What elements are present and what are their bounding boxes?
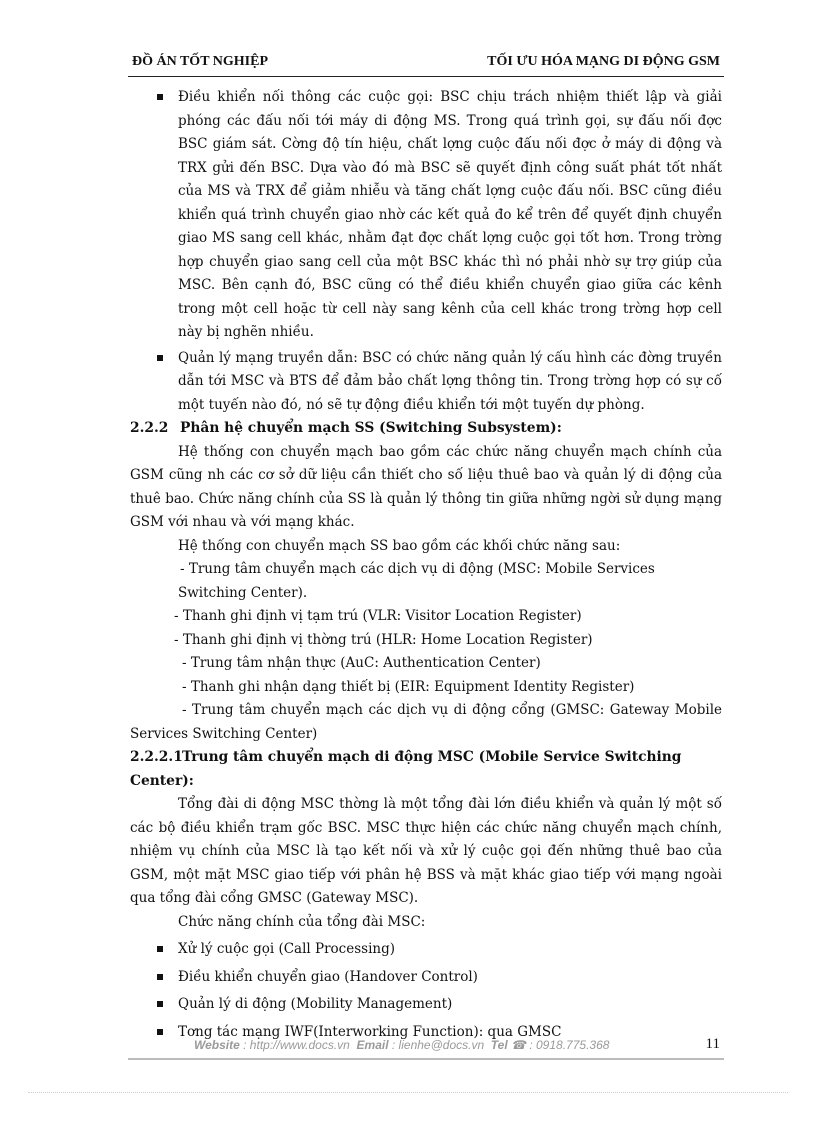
- bullet-square-icon: [157, 1029, 163, 1035]
- list-item: - Thanh ghi nhận dạng thiết bị (EIR: Equipment Identity Register): [182, 678, 635, 695]
- list-item-continuation: Switching Center).: [178, 584, 308, 601]
- function-text: Điều khiển chuyển giao (Handover Control): [178, 968, 478, 985]
- page-content: [130, 86, 722, 1044]
- function-text: Xử lý cuộc gọi (Call Processing): [178, 941, 396, 957]
- tel-number: : 0918.775.368: [529, 1038, 610, 1052]
- section-heading: [130, 417, 722, 441]
- paragraph: Hệ thống con chuyển mạch bao gồm các chức năng chuyển mạch chính của GSM cũng nh các cơ sở dữ liệu cần thiết cho số liệu thuê bao và quản lý di động của thuê bao. Chức năng chính của SS là quản lý thông tin giữa những ngời sử dụng mạng GSM với nhau và với mạng khác.: [130, 443, 722, 530]
- bullet-text: Điều khiển nối thông các cuộc gọi: BSC chịu trách nhiệm thiết lập và giải phóng các đấu nối tới máy di động MS. Trong quá trình gọi, sự đấu nối đợc BSC giám sát. Cờng độ tín hiệu, chất lợng cuộc đấu nối đợc ở máy di động và TRX gửi đến BSC. Dựa vào đó mà BSC sẽ quyết định công suất phát tốt nhất của MS và TRX để giảm nhiễu và tăng chất lợng cuộc đấu nối. BSC cũng điều khiển quá trình chuyển giao nhờ các kết quả đo kể trên để quyết định chuyển giao MS sang cell khác, nhằm đạt đợc chất lợng cuộc gọi tốt hơn. Trong trờng hợp chuyển giao sang cell của một BSC khác thì nó phải nhờ sự trợ giúp của MSC. Bên cạnh đó, BSC cũng có thể điều khiển chuyển giao giữa các kênh trong một cell hoặc từ cell này sang kênh của cell khác trong trờng hợp cell này bị nghẽn nhiều.: [178, 89, 722, 340]
- email-link[interactable]: : lienhe@docs.vn: [391, 1038, 485, 1052]
- bullet-text: Quản lý mạng truyền dẫn: BSC có chức năng quản lý cấu hình các đờng truyền dẫn tới MSC và BTS để đảm bảo chất lợng thông tin. Trong trờng hợp có sự cố một tuyến nào đó, nó sẽ tự động điều khiển tới một tuyến dự phòng.: [178, 349, 722, 413]
- function-text: Tơng tác mạng IWF(Interworking Function): qua GMSC: [178, 1023, 562, 1040]
- section-title: Phân hệ chuyển mạch SS (Switching Subsystem):: [180, 420, 562, 436]
- page-header: [128, 52, 724, 77]
- bullet-square-icon: [157, 1001, 163, 1007]
- list-item: - Thanh ghi định vị tạm trú (VLR: Visitor Location Register): [174, 608, 582, 624]
- tel-label: Tel: [490, 1038, 508, 1052]
- function-item: [130, 966, 722, 990]
- subsection-heading: [130, 746, 722, 793]
- bullet-square-icon: [157, 946, 163, 952]
- page-number: 11: [705, 1036, 720, 1052]
- list-item: - Thanh ghi định vị thờng trú (HLR: Home Location Register): [174, 631, 593, 648]
- header-left-title: ĐỒ ÁN TỐT NGHIỆP: [132, 54, 269, 69]
- list-item: - Trung tâm chuyển mạch các dịch vụ di động cổng (GMSC: Gateway Mobile Services Switching Center): [130, 702, 722, 742]
- bullet-square-icon: [157, 94, 163, 100]
- email-label: Email: [356, 1038, 389, 1052]
- paragraph-intro: Hệ thống con chuyển mạch SS bao gồm các khối chức năng sau:: [178, 537, 621, 554]
- subsection-number: 2.2.2.1: [130, 749, 183, 765]
- bullet-item: [130, 86, 722, 345]
- website-label: Website: [194, 1038, 240, 1052]
- footer-contact: [194, 1038, 609, 1052]
- subsection-title: Trung tâm chuyển mạch di động MSC (Mobile Service Switching Center):: [130, 749, 682, 789]
- function-text: Quản lý di động (Mobility Management): [178, 996, 453, 1012]
- paragraph-intro: Chức năng chính của tổng đài MSC:: [178, 913, 426, 930]
- function-item: [130, 938, 722, 962]
- phone-icon: ☎: [511, 1038, 526, 1052]
- bullet-square-icon: [157, 355, 163, 361]
- website-link[interactable]: : http://www.docs.vn: [243, 1038, 350, 1052]
- bullet-item: [130, 347, 722, 418]
- paragraph: Tổng đài di động MSC thờng là một tổng đài lớn điều khiển và quản lý một số các bộ điều khiển trạm gốc BSC. MSC thực hiện các chức năng chuyển mạch chính, nhiệm vụ chính của MSC là tạo kết nối và xử lý cuộc gọi đến những thuê bao của GSM, một mặt MSC giao tiếp với phân hệ BSS và mặt khác giao tiếp với mạng ngoài qua tổng đài cổng GMSC (Gateway MSC).: [130, 796, 722, 906]
- list-item: - Trung tâm nhận thực (AuC: Authentication Center): [182, 655, 541, 671]
- list-item: - Trung tâm chuyển mạch các dịch vụ di động (MSC: Mobile Services: [180, 561, 655, 577]
- page-break-divider: [28, 1092, 788, 1093]
- function-item: [130, 993, 722, 1017]
- header-right-title: TỐI ƯU HÓA MẠNG DI ĐỘNG GSM: [487, 54, 720, 69]
- bullet-square-icon: [157, 974, 163, 980]
- section-number: 2.2.2: [130, 420, 169, 436]
- page-footer: [128, 1036, 724, 1060]
